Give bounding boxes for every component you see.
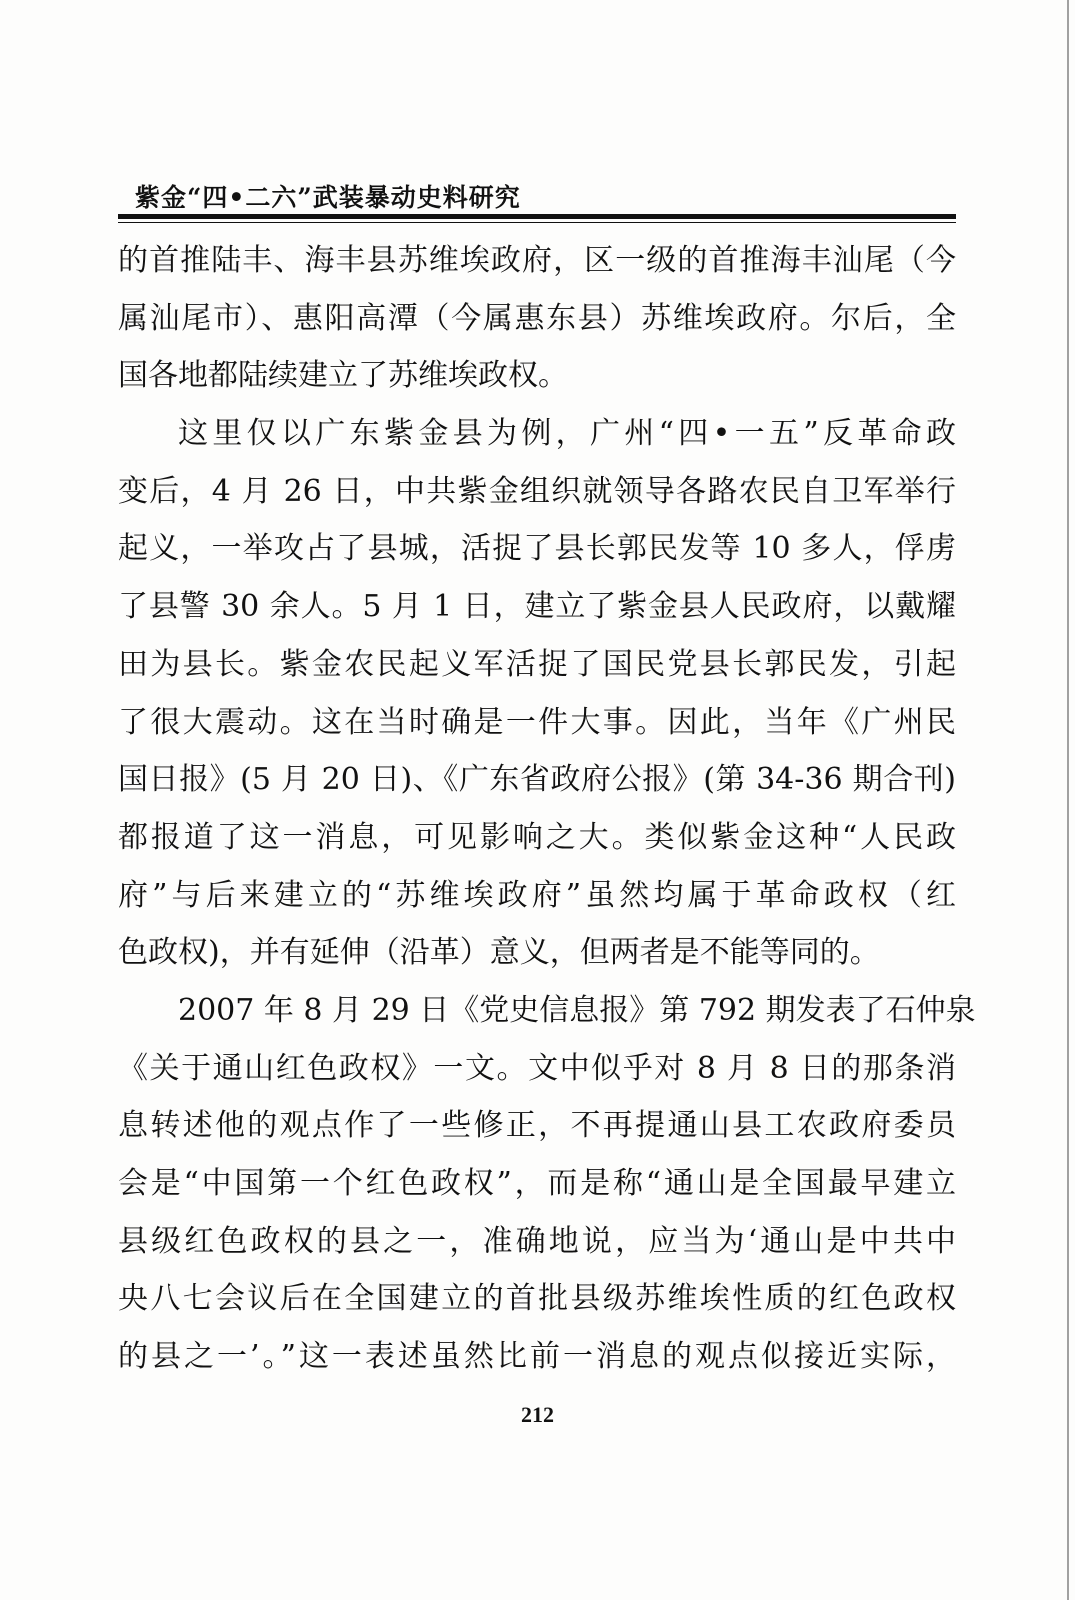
text-line: 府”与后来建立的“苏维埃政府”虽然均属于革命政权（红	[118, 877, 956, 913]
text-line: 的首推陆丰、海丰县苏维埃政府，区一级的首推海丰汕尾（今	[118, 243, 956, 278]
page-number: 212	[521, 1402, 554, 1427]
text-line: 这里仅以广东紫金县为例，广州“四•一五”反革命政	[178, 416, 956, 452]
running-header-title: 紫金“四•二六”武装暴动史料研究	[135, 183, 521, 212]
text-line: 了县警 30 余人。5 月 1 日，建立了紫金县人民政府，以戴耀	[118, 589, 956, 625]
text-line: 了很大震动。这在当时确是一件大事。因此，当年《广州民	[118, 704, 956, 740]
text-line: 属汕尾市）、惠阳高潭（今属惠东县）苏维埃政府。尔后，全	[118, 300, 956, 336]
text-line: 县级红色政权的县之一，准确地说，应当为‘通山是中共中	[118, 1223, 956, 1259]
scan-edge-shadow	[1067, 0, 1069, 1600]
text-line: 国日报》(5 月 20 日)、《广东省政府公报》(第 34-36 期合刊)	[118, 762, 956, 798]
text-line: 变后，4 月 26 日，中共紫金组织就领导各路农民自卫军举行	[118, 473, 956, 509]
text-line: 《关于通山红色政权》一文。文中似乎对 8 月 8 日的那条消	[118, 1050, 956, 1086]
header-rule-thin	[118, 222, 956, 223]
text-line: 的县之一’。”这一表述虽然比前一消息的观点似接近实际，	[118, 1339, 956, 1375]
body-text	[118, 232, 976, 1386]
text-line: 国各地都陆续建立了苏维埃政权。	[118, 358, 568, 394]
text-line: 田为县长。紫金农民起义军活捉了国民党县长郭民发，引起	[118, 646, 956, 682]
text-line: 2007 年 8 月 29 日《党史信息报》第 792 期发表了石仲泉	[178, 992, 976, 1028]
text-line: 央八七会议后在全国建立的首批县级苏维埃性质的红色政权	[118, 1281, 956, 1317]
text-line: 都报道了这一消息，可见影响之大。类似紫金这种“人民政	[118, 819, 956, 855]
text-line: 息转述他的观点作了一些修正，不再提通山县工农政府委员	[118, 1108, 956, 1144]
text-line: 会是“中国第一个红色政权”，而是称“通山是全国最早建立	[118, 1166, 956, 1201]
header-rule-thick	[118, 214, 956, 219]
text-line: 起义，一举攻占了县城，活捉了县长郭民发等 10 多人，俘虏	[118, 531, 956, 567]
text-line: 色政权)，并有延伸（沿革）意义，但两者是不能等同的。	[118, 935, 880, 971]
